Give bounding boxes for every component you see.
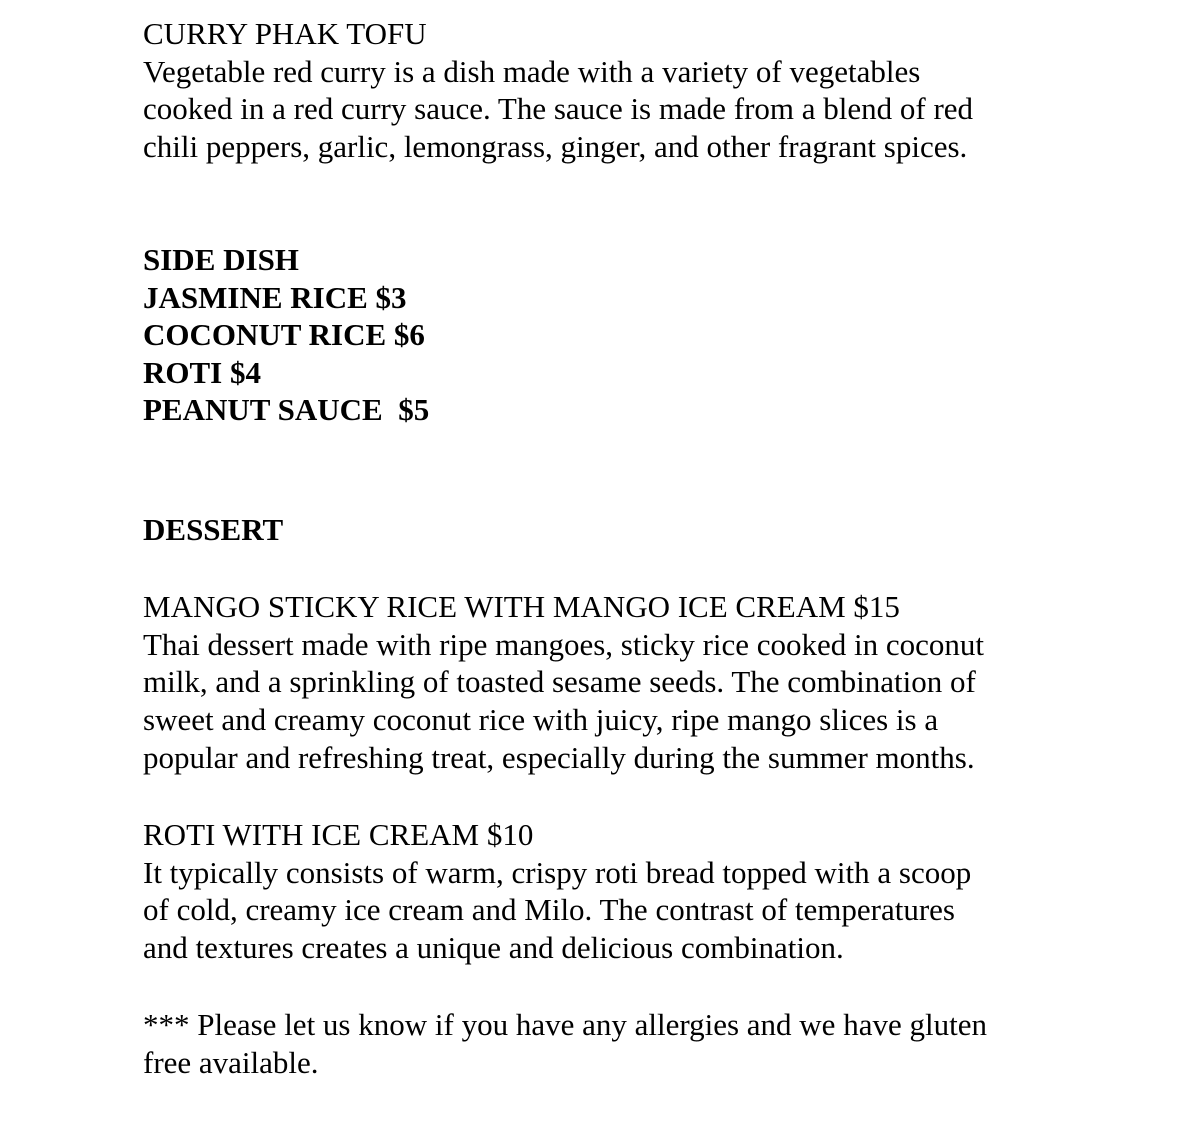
menu-item-description-line: milk, and a sprinkling of toasted sesame seeds. The combination of (143, 664, 976, 700)
menu-item-description-line: popular and refreshing treat, especially during the summer months. (143, 739, 975, 775)
side-dish-item: COCONUT RICE $6 (143, 317, 425, 353)
menu-item-description-line: sweet and creamy coconut rice with juicy, ripe mango slices is a (143, 701, 939, 737)
section-spacer (143, 165, 1143, 203)
section-spacer (143, 467, 1143, 511)
menu-item-title: CURRY PHAK TOFU (143, 16, 427, 51)
dessert-section (143, 511, 1143, 967)
menu-item-title: ROTI WITH ICE CREAM $10 (143, 817, 534, 853)
side-dish-item: JASMINE RICE $3 (143, 279, 407, 315)
menu-item-roti-with-ice-cream (143, 816, 1143, 966)
section-heading: DESSERT (143, 511, 284, 547)
menu-item-description-line: chili peppers, garlic, lemongrass, ginger, and other fragrant spices. (143, 128, 968, 164)
menu-page (143, 15, 1143, 1082)
side-dish-section (143, 241, 1143, 429)
menu-item-curry-phak-tofu (143, 15, 1143, 165)
section-spacer (143, 966, 1143, 1006)
side-dish-item: PEANUT SAUCE $5 (143, 392, 430, 428)
menu-item-description-line: of cold, creamy ice cream and Milo. The contrast of temperatures (143, 892, 955, 928)
menu-item-description-line: It typically consists of warm, crispy roti bread topped with a scoop (143, 854, 972, 890)
menu-item-mango-sticky-rice (143, 588, 1143, 776)
menu-item-description-line: cooked in a red curry sauce. The sauce is made from a blend of red (143, 91, 974, 127)
menu-item-description-line: Thai dessert made with ripe mangoes, sticky rice cooked in coconut (143, 626, 985, 662)
section-spacer (143, 776, 1143, 816)
note-line: free available. (143, 1045, 319, 1081)
section-heading: SIDE DISH (143, 241, 299, 277)
menu-item-title: MANGO STICKY RICE WITH MANGO ICE CREAM $15 (143, 589, 900, 625)
note-line: *** Please let us know if you have any allergies and we have gluten (143, 1007, 987, 1043)
section-spacer (143, 429, 1143, 467)
menu-item-description-line: Vegetable red curry is a dish made with a variety of vegetables (143, 53, 921, 89)
allergy-note (143, 1006, 1143, 1081)
menu-item-description-line: and textures creates a unique and delicious combination. (143, 929, 844, 965)
side-dish-item: ROTI $4 (143, 354, 261, 390)
section-spacer (143, 548, 1143, 588)
section-spacer (143, 203, 1143, 241)
